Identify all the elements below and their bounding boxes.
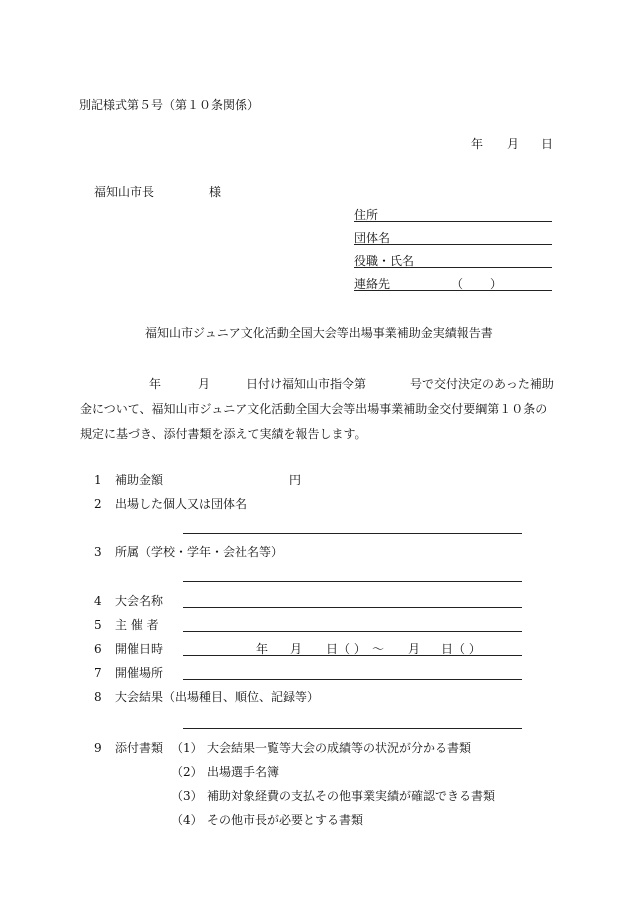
- contact-field[interactable]: [354, 290, 552, 291]
- attachment-1-text: 大会結果一覧等大会の成績等の状況が分かる書類: [207, 741, 472, 755]
- address-label: 住所: [354, 208, 379, 222]
- item-6-no: 6: [94, 642, 102, 656]
- title-name-field[interactable]: [354, 267, 552, 268]
- attachment-1-no: （1）: [171, 741, 203, 755]
- date-day-label: 日: [541, 137, 554, 151]
- item-8-field[interactable]: [183, 728, 522, 729]
- item-7-field[interactable]: [183, 679, 522, 680]
- item-9-no: 9: [94, 741, 102, 755]
- item-4-field[interactable]: [183, 607, 522, 608]
- document-title: 福知山市ジュニア文化活動全国大会等出場事業補助金実績報告書: [145, 326, 493, 340]
- group-label: 団体名: [354, 231, 391, 245]
- schedule-day-2: 日（ ）: [441, 642, 481, 656]
- group-field[interactable]: [354, 244, 552, 245]
- attachment-2-text: 出場選手名簿: [207, 765, 280, 779]
- body-month: 月: [198, 377, 211, 391]
- item-3-label: 所属（学校・学年・会社名等）: [115, 545, 284, 559]
- addressee-suffix: 様: [209, 185, 222, 199]
- address-field[interactable]: [354, 221, 552, 222]
- body-directive-text: 日付け福知山市指令第: [246, 377, 367, 391]
- item-9-label: 添付書類: [115, 741, 164, 755]
- contact-paren-close: ）: [490, 277, 503, 291]
- date-year-label: 年: [471, 137, 484, 151]
- item-4-no: 4: [94, 594, 102, 608]
- schedule-month-2: 月: [408, 642, 421, 656]
- form-header: 別記様式第５号（第１０条関係）: [79, 98, 260, 112]
- item-7-no: 7: [94, 666, 102, 680]
- item-3-no: 3: [94, 545, 102, 559]
- item-7-label: 開催場所: [115, 666, 164, 680]
- body-line2: 金について、福知山市ジュニア文化活動全国大会等出場事業補助金交付要綱第１０条の: [80, 402, 548, 416]
- item-3-field[interactable]: [183, 581, 522, 582]
- item-6-label: 開催日時: [115, 642, 164, 656]
- item-2-no: 2: [94, 497, 102, 511]
- schedule-year: 年: [256, 642, 269, 656]
- addressee-name: 福知山市長: [94, 185, 155, 199]
- schedule-month-1: 月: [290, 642, 303, 656]
- item-6-field[interactable]: [183, 655, 522, 656]
- attachment-3-no: （3）: [171, 789, 203, 803]
- item-1-label: 補助金額: [115, 473, 164, 487]
- date-month-label: 月: [507, 137, 520, 151]
- body-line1-end: 号で交付決定のあった補助: [410, 377, 554, 391]
- attachment-4-text: その他市長が必要とする書類: [207, 813, 364, 827]
- item-1-no: 1: [94, 473, 102, 487]
- item-2-label: 出場した個人又は団体名: [115, 497, 248, 511]
- contact-label: 連絡先: [354, 277, 391, 291]
- attachment-4-no: （4）: [171, 813, 203, 827]
- body-year: 年: [149, 377, 162, 391]
- attachment-3-text: 補助対象経費の支払その他事業実績が確認できる書類: [207, 789, 496, 803]
- schedule-tilde: ～: [372, 642, 385, 656]
- item-5-no: 5: [94, 618, 102, 632]
- item-1-unit: 円: [289, 473, 302, 487]
- body-line3: 規定に基づき、添付書類を添えて実績を報告します。: [80, 427, 367, 441]
- contact-paren-open: （: [451, 277, 464, 291]
- item-8-label: 大会結果（出場種目、順位、記録等）: [115, 690, 320, 704]
- item-5-field[interactable]: [183, 631, 522, 632]
- schedule-day-1: 日（ ）: [326, 642, 366, 656]
- attachment-2-no: （2）: [171, 765, 203, 779]
- item-2-field[interactable]: [183, 533, 522, 534]
- item-8-no: 8: [94, 690, 102, 704]
- item-4-label: 大会名称: [115, 594, 164, 608]
- title-name-label: 役職・氏名: [354, 254, 415, 268]
- item-5-label: 主 催 者: [115, 618, 159, 632]
